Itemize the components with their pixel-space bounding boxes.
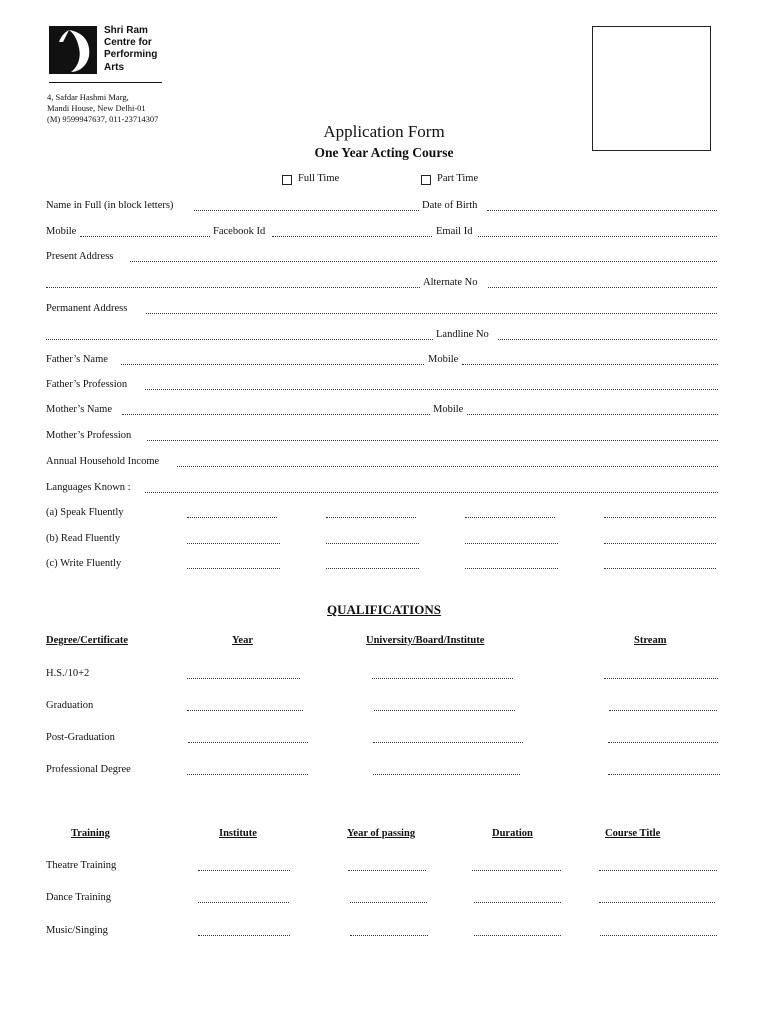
qualifications-heading: QUALIFICATIONS [327, 602, 441, 617]
speak-fluently-label: (a) Speak Fluently [46, 507, 124, 518]
org-name-line-1: Shri Ram [104, 25, 148, 36]
col-training: Training [71, 828, 110, 839]
training-year-field[interactable] [350, 935, 428, 936]
training-row-label: Dance Training [46, 892, 112, 903]
landline-field[interactable] [498, 339, 717, 340]
qual-stream-field[interactable] [608, 742, 718, 743]
name-label: Name in Full (in block letters) [46, 200, 174, 211]
father-mobile-label: Mobile [428, 354, 459, 365]
mobile-label: Mobile [46, 226, 77, 237]
permanent-address-label: Permanent Address [46, 303, 128, 314]
household-income-field[interactable] [177, 466, 718, 467]
qual-stream-field[interactable] [608, 774, 720, 775]
present-address-field-2[interactable] [46, 287, 420, 288]
training-course-title-field[interactable] [599, 902, 715, 903]
training-row-label: Music/Singing [46, 925, 108, 936]
alternate-no-label: Alternate No [423, 277, 478, 288]
write-fluently-label: (c) Write Fluently [46, 558, 122, 569]
permanent-address-field-2[interactable] [46, 339, 433, 340]
col-institute: Institute [219, 828, 257, 839]
email-label: Email Id [436, 226, 473, 237]
mobile-field[interactable] [80, 236, 210, 237]
permanent-address-field[interactable] [146, 313, 717, 314]
training-institute-field[interactable] [198, 935, 290, 936]
mother-profession-field[interactable] [147, 440, 718, 441]
qual-university-field[interactable] [373, 742, 523, 743]
qual-year-field[interactable] [187, 774, 308, 775]
present-address-field[interactable] [130, 261, 717, 262]
col-university-board-institute: University/Board/Institute [366, 635, 485, 646]
qual-university-field[interactable] [372, 678, 513, 679]
org-name-line-4: Arts [104, 61, 125, 73]
write-field-2[interactable] [326, 568, 419, 569]
father-name-label: Father’s Name [46, 354, 108, 365]
org-name-line-3: Performing [104, 49, 158, 61]
landline-label: Landline No [436, 329, 489, 340]
training-duration-field[interactable] [472, 870, 561, 871]
mother-name-label: Mother’s Name [46, 404, 112, 415]
col-duration: Duration [492, 828, 533, 839]
write-field-1[interactable] [187, 568, 280, 569]
speak-field-2[interactable] [326, 517, 416, 518]
father-profession-field[interactable] [145, 389, 718, 390]
address-line-1: 4, Safdar Hashmi Marg, [47, 92, 129, 102]
facebook-label: Facebook Id [213, 226, 266, 237]
read-fluently-label: (b) Read Fluently [46, 533, 121, 544]
training-row-label: Theatre Training [46, 860, 117, 871]
srcpa-logo [49, 26, 97, 74]
speak-field-1[interactable] [187, 517, 277, 518]
qual-row-label: Professional Degree [46, 764, 131, 775]
part-time-checkbox[interactable] [421, 175, 431, 185]
header-rule [49, 82, 162, 83]
full-time-checkbox[interactable] [282, 175, 292, 185]
training-institute-field[interactable] [198, 902, 289, 903]
father-profession-label: Father’s Profession [46, 379, 128, 390]
read-field-2[interactable] [326, 543, 419, 544]
speak-field-3[interactable] [465, 517, 555, 518]
email-field[interactable] [478, 236, 717, 237]
training-year-field[interactable] [350, 902, 427, 903]
address-line-2: Mandi House, New Delhi-01 [47, 103, 146, 113]
languages-known-field[interactable] [145, 492, 718, 493]
household-income-label: Annual Household Income [46, 456, 160, 467]
languages-known-label: Languages Known : [46, 482, 131, 493]
write-field-4[interactable] [604, 568, 716, 569]
mother-name-field[interactable] [122, 414, 430, 415]
mother-mobile-field[interactable] [467, 414, 718, 415]
training-duration-field[interactable] [474, 935, 561, 936]
name-field[interactable] [194, 210, 419, 211]
dob-field[interactable] [487, 210, 717, 211]
form-subtitle: One Year Acting Course [314, 145, 454, 160]
org-name-line-2: Centre for [104, 37, 152, 49]
qual-university-field[interactable] [373, 774, 520, 775]
col-stream: Stream [634, 635, 667, 646]
qual-row-label: Graduation [46, 700, 94, 711]
part-time-label: Part Time [437, 173, 479, 184]
training-institute-field[interactable] [198, 870, 290, 871]
col-year-of-passing: Year of passing [347, 828, 416, 839]
dob-label: Date of Birth [422, 200, 478, 211]
col-degree-certificate: Degree/Certificate [46, 635, 129, 646]
form-title: Application Form [323, 122, 445, 141]
qual-stream-field[interactable] [609, 710, 717, 711]
father-mobile-field[interactable] [462, 364, 718, 365]
training-course-title-field[interactable] [599, 870, 717, 871]
mother-mobile-label: Mobile [433, 404, 464, 415]
organization-name [104, 25, 157, 74]
training-course-title-field[interactable] [600, 935, 717, 936]
qual-university-field[interactable] [374, 710, 515, 711]
read-field-4[interactable] [604, 543, 716, 544]
qual-row-label: Post-Graduation [46, 732, 115, 743]
father-name-field[interactable] [121, 364, 424, 365]
read-field-3[interactable] [465, 543, 558, 544]
qual-row-label: H.S./10+2 [46, 668, 90, 679]
training-year-field[interactable] [348, 870, 426, 871]
qual-year-field[interactable] [188, 742, 308, 743]
address-line-3: (M) 9599947637, 011-23714307 [47, 114, 159, 124]
col-year: Year [232, 635, 253, 646]
qual-stream-field[interactable] [604, 678, 718, 679]
training-duration-field[interactable] [474, 902, 561, 903]
qual-year-field[interactable] [187, 678, 300, 679]
alternate-no-field[interactable] [488, 287, 717, 288]
read-field-1[interactable] [187, 543, 280, 544]
org-address [47, 92, 158, 125]
speak-field-4[interactable] [604, 517, 716, 518]
write-field-3[interactable] [465, 568, 558, 569]
present-address-label: Present Address [46, 251, 114, 262]
qual-year-field[interactable] [187, 710, 303, 711]
full-time-label: Full Time [298, 173, 340, 184]
facebook-field[interactable] [272, 236, 432, 237]
col-course-title: Course Title [605, 828, 661, 839]
mother-profession-label: Mother’s Profession [46, 430, 132, 441]
